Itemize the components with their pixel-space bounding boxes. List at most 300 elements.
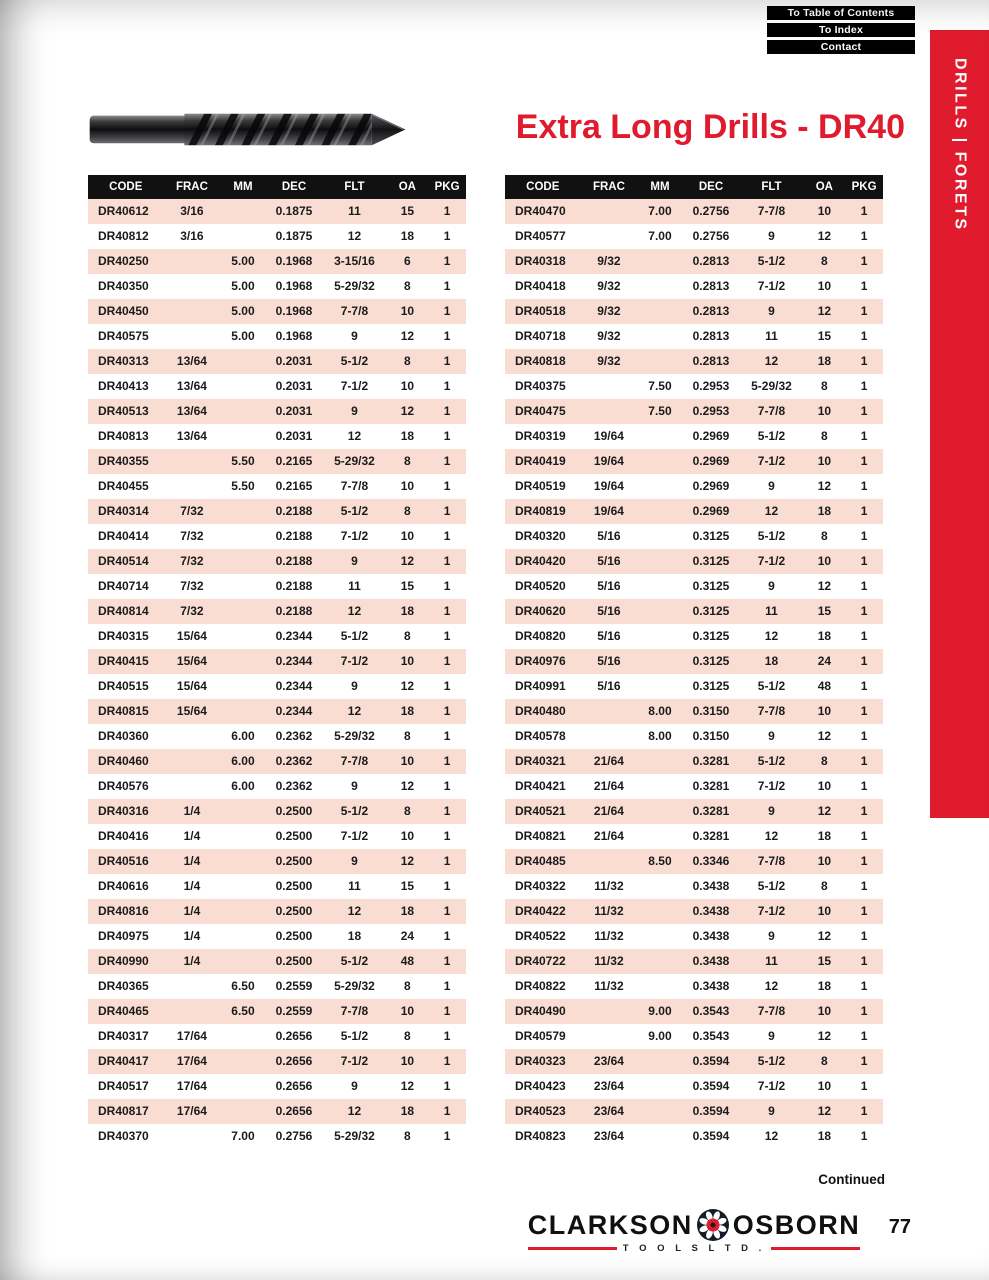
table-row xyxy=(505,599,883,624)
cell-mm: 9.00 xyxy=(648,1004,672,1018)
cell-pkg: 1 xyxy=(443,879,451,893)
cell-code: DR40620 xyxy=(515,604,566,618)
cell-pkg: 1 xyxy=(443,679,451,693)
cell-frac: 1/4 xyxy=(183,929,201,943)
cell-pkg: 1 xyxy=(443,779,451,793)
cell-pkg: 1 xyxy=(860,704,868,718)
cell-oa: 18 xyxy=(400,704,415,718)
cell-dec: 0.3594 xyxy=(692,1079,730,1093)
cell-pkg: 1 xyxy=(443,479,451,493)
cell-flt: 9 xyxy=(768,1029,775,1043)
table-row xyxy=(88,799,466,824)
cell-oa: 12 xyxy=(400,329,415,343)
cell-oa: 8 xyxy=(404,354,411,368)
table-row xyxy=(505,549,883,574)
cell-code: DR40475 xyxy=(515,404,566,418)
cell-frac: 1/4 xyxy=(183,829,201,843)
cell-flt: 11 xyxy=(765,329,778,343)
cell-frac xyxy=(581,999,638,1024)
cell-code: DR40322 xyxy=(515,879,566,893)
cell-flt: 7-7/8 xyxy=(340,1004,369,1018)
cell-flt: 11 xyxy=(348,879,361,893)
cell-oa: 8 xyxy=(404,629,411,643)
table-row xyxy=(88,449,466,474)
cell-frac: 7/32 xyxy=(180,504,204,518)
cell-pkg: 1 xyxy=(443,304,451,318)
brand-tagline: T O O L S L T D . xyxy=(622,1243,766,1254)
cell-oa: 18 xyxy=(400,904,415,918)
footer-brand xyxy=(528,1208,860,1254)
drill-table-left xyxy=(88,175,466,1149)
cell-frac xyxy=(164,1124,221,1149)
cell-mm xyxy=(637,299,682,324)
cell-dec: 0.2188 xyxy=(275,504,313,518)
cell-oa: 12 xyxy=(817,579,832,593)
cell-pkg: 1 xyxy=(860,554,868,568)
table-row xyxy=(505,449,883,474)
cell-oa: 48 xyxy=(400,954,415,968)
cell-oa: 18 xyxy=(400,1104,415,1118)
cell-pkg: 1 xyxy=(860,229,868,243)
page-number: 77 xyxy=(888,1216,911,1238)
cell-mm xyxy=(637,1049,682,1074)
cell-frac xyxy=(164,474,221,499)
cell-mm: 8.50 xyxy=(648,854,672,868)
cell-frac xyxy=(581,199,638,224)
table-row xyxy=(88,224,466,249)
cell-mm xyxy=(637,449,682,474)
cell-code: DR40418 xyxy=(515,279,566,293)
cell-flt: 9 xyxy=(768,1104,775,1118)
table-row xyxy=(505,949,883,974)
cell-code: DR40578 xyxy=(515,729,566,743)
nav-button-table-of-contents[interactable]: To Table of Contents xyxy=(767,6,915,20)
cell-frac: 17/64 xyxy=(176,1079,207,1093)
cell-mm: 6.50 xyxy=(231,979,255,993)
cell-mm xyxy=(220,799,265,824)
continued-label: Continued xyxy=(818,1172,885,1187)
table-row xyxy=(505,199,883,224)
cell-dec: 0.2500 xyxy=(275,804,313,818)
cell-oa: 12 xyxy=(817,729,832,743)
cell-flt: 7-1/2 xyxy=(757,779,786,793)
cell-code: DR40320 xyxy=(515,529,566,543)
table-row xyxy=(88,774,466,799)
cell-oa: 18 xyxy=(400,429,415,443)
cell-oa: 12 xyxy=(817,304,832,318)
cell-flt: 5-29/32 xyxy=(751,379,792,393)
table-row xyxy=(505,474,883,499)
cell-code: DR40315 xyxy=(98,629,149,643)
cell-oa: 12 xyxy=(400,854,415,868)
table-row xyxy=(505,1049,883,1074)
cell-frac xyxy=(164,449,221,474)
table-row xyxy=(88,574,466,599)
cell-flt: 7-1/2 xyxy=(340,829,369,843)
drill-table-right xyxy=(505,175,883,1149)
cell-flt: 11 xyxy=(348,204,361,218)
cell-oa: 12 xyxy=(817,1029,832,1043)
cell-oa: 18 xyxy=(817,354,832,368)
cell-code: DR40714 xyxy=(98,579,149,593)
cell-mm: 7.00 xyxy=(231,1129,255,1143)
cell-oa: 8 xyxy=(404,1029,411,1043)
nav-button-contact[interactable]: Contact xyxy=(767,40,915,54)
cell-oa: 10 xyxy=(400,479,415,493)
cell-frac: 15/64 xyxy=(176,629,207,643)
cell-mm xyxy=(220,924,265,949)
cell-code: DR40579 xyxy=(515,1029,566,1043)
cell-pkg: 1 xyxy=(860,1104,868,1118)
cell-oa: 12 xyxy=(400,779,415,793)
cell-mm: 6.00 xyxy=(231,779,255,793)
cell-pkg: 1 xyxy=(860,254,868,268)
cell-dec: 0.3281 xyxy=(692,829,730,843)
cell-dec: 0.2031 xyxy=(275,379,313,393)
cell-frac: 3/16 xyxy=(180,229,204,243)
cell-oa: 12 xyxy=(400,554,415,568)
cell-code: DR40417 xyxy=(98,1054,149,1068)
cell-dec: 0.2362 xyxy=(275,754,313,768)
cell-code: DR40814 xyxy=(98,604,149,618)
cell-flt: 7-1/2 xyxy=(340,529,369,543)
cell-oa: 12 xyxy=(817,804,832,818)
cell-dec: 0.2969 xyxy=(692,429,730,443)
cell-flt: 12 xyxy=(764,354,779,368)
cell-oa: 8 xyxy=(821,1054,828,1068)
cell-oa: 15 xyxy=(817,604,832,618)
cell-dec: 0.2969 xyxy=(692,504,730,518)
cell-pkg: 1 xyxy=(860,1079,868,1093)
cell-flt: 11 xyxy=(765,954,778,968)
cell-frac: 5/16 xyxy=(597,679,621,693)
cell-oa: 10 xyxy=(817,704,832,718)
table-row xyxy=(88,424,466,449)
cell-dec: 0.2500 xyxy=(275,904,313,918)
table-row xyxy=(88,624,466,649)
cell-oa: 10 xyxy=(817,854,832,868)
cell-frac: 9/32 xyxy=(597,254,621,268)
cell-flt: 7-1/2 xyxy=(340,379,369,393)
nav-button-index[interactable]: To Index xyxy=(767,23,915,37)
cell-code: DR40812 xyxy=(98,229,149,243)
table-row xyxy=(505,774,883,799)
cell-dec: 0.2188 xyxy=(275,579,313,593)
cell-oa: 10 xyxy=(817,1004,832,1018)
cell-pkg: 1 xyxy=(443,829,451,843)
cell-pkg: 1 xyxy=(443,804,451,818)
table-row xyxy=(505,999,883,1024)
cell-flt: 7-1/2 xyxy=(340,1054,369,1068)
cell-oa: 8 xyxy=(821,754,828,768)
cell-pkg: 1 xyxy=(443,604,451,618)
cell-flt: 5-1/2 xyxy=(340,629,369,643)
cell-mm xyxy=(637,249,682,274)
table-row xyxy=(88,649,466,674)
cell-pkg: 1 xyxy=(860,454,868,468)
cell-oa: 10 xyxy=(400,529,415,543)
cell-pkg: 1 xyxy=(860,279,868,293)
cell-pkg: 1 xyxy=(443,929,451,943)
cell-code: DR40817 xyxy=(98,1104,149,1118)
cell-mm xyxy=(637,949,682,974)
cell-dec: 0.3125 xyxy=(692,654,730,668)
cell-flt: 12 xyxy=(764,504,779,518)
cell-flt: 12 xyxy=(347,904,362,918)
cell-dec: 0.2165 xyxy=(275,454,313,468)
cell-flt: 9 xyxy=(351,1079,358,1093)
table-row xyxy=(505,1024,883,1049)
cell-flt: 7-1/2 xyxy=(757,1079,786,1093)
cell-oa: 10 xyxy=(817,279,832,293)
cell-mm xyxy=(637,774,682,799)
table-row xyxy=(88,249,466,274)
cell-flt: 12 xyxy=(764,829,779,843)
table-row xyxy=(505,624,883,649)
table-row xyxy=(505,349,883,374)
cell-flt: 9 xyxy=(351,329,358,343)
cell-pkg: 1 xyxy=(443,1129,451,1143)
column-header-frac: FRAC xyxy=(581,175,638,199)
cell-oa: 8 xyxy=(821,429,828,443)
cell-frac: 5/16 xyxy=(597,629,621,643)
cell-oa: 10 xyxy=(817,554,832,568)
cell-dec: 0.3594 xyxy=(692,1054,730,1068)
cell-mm xyxy=(637,824,682,849)
cell-code: DR40813 xyxy=(98,429,149,443)
cell-pkg: 1 xyxy=(860,354,868,368)
cell-oa: 8 xyxy=(821,879,828,893)
table-row xyxy=(88,974,466,999)
cell-code: DR40314 xyxy=(98,504,149,518)
cell-oa: 10 xyxy=(817,404,832,418)
cell-dec: 0.1875 xyxy=(275,229,313,243)
table-row xyxy=(505,1074,883,1099)
drill-bit-image xyxy=(85,92,412,165)
table-row xyxy=(88,1024,466,1049)
cell-frac xyxy=(581,699,638,724)
cell-frac: 11/32 xyxy=(594,979,624,993)
cell-code: DR40519 xyxy=(515,479,566,493)
cell-pkg: 1 xyxy=(443,329,451,343)
cell-pkg: 1 xyxy=(860,1004,868,1018)
table-row xyxy=(88,374,466,399)
cell-code: DR40413 xyxy=(98,379,149,393)
cell-dec: 0.2813 xyxy=(692,354,730,368)
cell-mm xyxy=(220,574,265,599)
cell-flt: 3-15/16 xyxy=(334,254,375,268)
cell-mm xyxy=(637,324,682,349)
cell-flt: 7-1/2 xyxy=(757,904,786,918)
cell-flt: 5-29/32 xyxy=(334,979,375,993)
cell-mm: 5.00 xyxy=(231,279,255,293)
cell-code: DR40522 xyxy=(515,929,566,943)
cell-mm xyxy=(637,974,682,999)
cell-frac: 13/64 xyxy=(176,354,207,368)
cell-flt: 5-1/2 xyxy=(340,1029,369,1043)
table-row xyxy=(88,349,466,374)
cell-code: DR40450 xyxy=(98,304,149,318)
cell-dec: 0.2188 xyxy=(275,529,313,543)
cell-flt: 7-7/8 xyxy=(757,204,786,218)
cell-dec: 0.2188 xyxy=(275,554,313,568)
cell-oa: 8 xyxy=(821,254,828,268)
cell-mm xyxy=(637,624,682,649)
cell-pkg: 1 xyxy=(860,579,868,593)
table-header-row xyxy=(88,175,466,199)
cell-pkg: 1 xyxy=(443,229,451,243)
cell-frac: 23/64 xyxy=(593,1129,624,1143)
cell-frac: 11/32 xyxy=(594,879,624,893)
cell-code: DR40612 xyxy=(98,204,149,218)
cell-code: DR40250 xyxy=(98,254,149,268)
cell-dec: 0.3281 xyxy=(692,754,730,768)
cell-mm: 5.00 xyxy=(231,329,255,343)
cell-dec: 0.3125 xyxy=(692,604,730,618)
cell-frac: 23/64 xyxy=(593,1104,624,1118)
cell-dec: 0.2969 xyxy=(692,454,730,468)
cell-mm xyxy=(637,1099,682,1124)
cell-mm: 6.50 xyxy=(231,1004,255,1018)
cell-flt: 9 xyxy=(351,679,358,693)
column-header-flt: FLT xyxy=(322,175,386,199)
table-row xyxy=(505,224,883,249)
cell-pkg: 1 xyxy=(860,329,868,343)
cell-flt: 7-7/8 xyxy=(340,479,369,493)
cell-oa: 18 xyxy=(817,504,832,518)
cell-mm xyxy=(637,674,682,699)
cell-mm xyxy=(220,1074,265,1099)
cell-mm xyxy=(220,199,265,224)
cell-flt: 5-29/32 xyxy=(334,454,375,468)
cell-dec: 0.2813 xyxy=(692,254,730,268)
cell-oa: 8 xyxy=(404,454,411,468)
cell-frac: 23/64 xyxy=(593,1079,624,1093)
cell-mm xyxy=(220,649,265,674)
cell-frac: 1/4 xyxy=(183,804,201,818)
cell-mm xyxy=(637,749,682,774)
cell-code: DR40521 xyxy=(515,804,566,818)
table-row xyxy=(505,1124,883,1149)
table-row xyxy=(88,849,466,874)
cell-oa: 10 xyxy=(817,779,832,793)
cell-pkg: 1 xyxy=(860,979,868,993)
table-row xyxy=(88,899,466,924)
cell-frac xyxy=(164,274,221,299)
cell-oa: 8 xyxy=(404,729,411,743)
cell-dec: 0.2656 xyxy=(275,1029,313,1043)
cell-frac: 9/32 xyxy=(597,354,621,368)
cell-dec: 0.1968 xyxy=(275,304,313,318)
cell-dec: 0.2756 xyxy=(692,229,730,243)
cell-oa: 6 xyxy=(404,254,411,268)
column-header-mm: MM xyxy=(220,175,265,199)
cell-flt: 5-29/32 xyxy=(334,1129,375,1143)
gear-logo-icon xyxy=(696,1208,730,1242)
cell-pkg: 1 xyxy=(443,854,451,868)
cell-dec: 0.3438 xyxy=(692,904,730,918)
cell-oa: 10 xyxy=(400,829,415,843)
cell-code: DR40513 xyxy=(98,404,149,418)
cell-mm xyxy=(220,824,265,849)
cell-mm xyxy=(637,599,682,624)
cell-pkg: 1 xyxy=(860,829,868,843)
cell-code: DR40822 xyxy=(515,979,566,993)
table-row xyxy=(88,549,466,574)
cell-frac: 5/16 xyxy=(597,529,621,543)
cell-pkg: 1 xyxy=(443,704,451,718)
cell-code: DR40360 xyxy=(98,729,149,743)
cell-dec: 0.2559 xyxy=(275,1004,313,1018)
cell-code: DR40616 xyxy=(98,879,149,893)
brand-word-clarkson: CLARKSON xyxy=(527,1209,693,1240)
cell-oa: 8 xyxy=(404,504,411,518)
table-row xyxy=(88,749,466,774)
cell-flt: 9 xyxy=(768,804,775,818)
cell-frac xyxy=(581,1024,638,1049)
cell-code: DR40821 xyxy=(515,829,566,843)
cell-code: DR40718 xyxy=(515,329,566,343)
cell-mm xyxy=(220,1024,265,1049)
cell-frac: 19/64 xyxy=(593,454,624,468)
tagline-rule-right xyxy=(771,1247,860,1250)
cell-mm: 7.00 xyxy=(648,229,672,243)
cell-code: DR40419 xyxy=(515,454,566,468)
cell-frac: 11/32 xyxy=(594,954,624,968)
cell-code: DR40518 xyxy=(515,304,566,318)
cell-oa: 10 xyxy=(817,904,832,918)
cell-frac xyxy=(581,849,638,874)
cell-mm xyxy=(220,699,265,724)
column-header-code: CODE xyxy=(88,175,164,199)
cell-mm xyxy=(637,1124,682,1149)
cell-flt: 11 xyxy=(348,579,361,593)
cell-flt: 5-1/2 xyxy=(757,529,786,543)
cell-oa: 12 xyxy=(817,1104,832,1118)
cell-frac: 1/4 xyxy=(183,879,201,893)
table-row xyxy=(505,249,883,274)
section-tab-drills xyxy=(930,30,989,818)
cell-flt: 5-1/2 xyxy=(757,879,786,893)
cell-code: DR40815 xyxy=(98,704,149,718)
cell-pkg: 1 xyxy=(860,1054,868,1068)
cell-flt: 9 xyxy=(351,404,358,418)
cell-pkg: 1 xyxy=(443,204,451,218)
cell-oa: 12 xyxy=(817,479,832,493)
table-row xyxy=(505,924,883,949)
table-row xyxy=(505,824,883,849)
table-row xyxy=(88,874,466,899)
cell-dec: 0.2813 xyxy=(692,304,730,318)
cell-dec: 0.2165 xyxy=(275,479,313,493)
cell-pkg: 1 xyxy=(443,1104,451,1118)
cell-dec: 0.3543 xyxy=(692,1029,730,1043)
table-row xyxy=(505,499,883,524)
cell-code: DR40577 xyxy=(515,229,566,243)
cell-flt: 5-1/2 xyxy=(757,1054,786,1068)
cell-dec: 0.1968 xyxy=(275,279,313,293)
cell-mm: 6.00 xyxy=(231,754,255,768)
cell-frac: 15/64 xyxy=(176,679,207,693)
cell-mm xyxy=(637,474,682,499)
cell-code: DR40823 xyxy=(515,1129,566,1143)
cell-flt: 7-7/8 xyxy=(340,304,369,318)
cell-code: DR40976 xyxy=(515,654,566,668)
cell-code: DR40319 xyxy=(515,429,566,443)
cell-pkg: 1 xyxy=(443,954,451,968)
cell-dec: 0.2344 xyxy=(275,654,313,668)
cell-dec: 0.2953 xyxy=(692,379,730,393)
